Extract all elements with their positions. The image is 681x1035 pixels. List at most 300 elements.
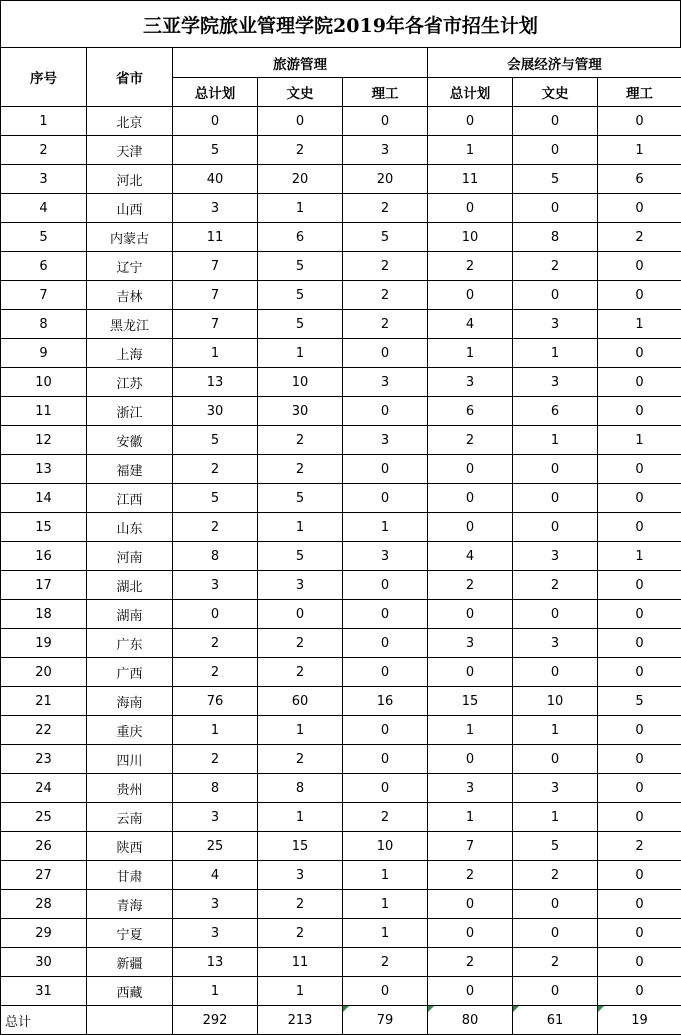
exhibition-total-cell[interactable]: 7 [428, 832, 513, 861]
exhibition-arts-cell[interactable]: 10 [513, 687, 598, 716]
exhibition-arts-cell[interactable]: 3 [513, 310, 598, 339]
table-row [1, 803, 681, 832]
province-cell[interactable]: 河北 [87, 165, 173, 194]
total-exhibition-arts-cell[interactable] [513, 1006, 598, 1035]
exhibition-total-cell[interactable]: 0 [428, 513, 513, 542]
tourism-arts-cell[interactable]: 30 [258, 397, 343, 426]
tourism-science-cell[interactable]: 0 [343, 339, 428, 368]
exhibition-total-cell[interactable]: 0 [428, 658, 513, 687]
province-cell[interactable]: 北京 [87, 107, 173, 136]
seq-cell[interactable]: 28 [1, 890, 87, 919]
province-cell[interactable]: 海南 [87, 687, 173, 716]
tourism-total-cell[interactable]: 2 [173, 455, 258, 484]
province-cell[interactable]: 上海 [87, 339, 173, 368]
table-row [1, 484, 681, 513]
exhibition-total-cell[interactable]: 3 [428, 368, 513, 397]
table-row [1, 948, 681, 977]
tourism-science-cell[interactable]: 2 [343, 252, 428, 281]
tourism-science-cell[interactable]: 1 [343, 513, 428, 542]
table-row [1, 977, 681, 1006]
exhibition-total-cell[interactable]: 6 [428, 397, 513, 426]
seq-cell[interactable]: 2 [1, 136, 87, 165]
exhibition-total-cell[interactable]: 0 [428, 194, 513, 223]
exhibition-arts-cell[interactable]: 0 [513, 513, 598, 542]
tourism-science-cell[interactable]: 0 [343, 745, 428, 774]
total-exhibition-science-cell[interactable] [598, 1006, 681, 1035]
tourism-total-cell[interactable]: 2 [173, 745, 258, 774]
table-row [1, 426, 681, 455]
exhibition-total-cell[interactable]: 15 [428, 687, 513, 716]
table-row [1, 194, 681, 223]
seq-cell[interactable]: 21 [1, 687, 87, 716]
exhibition-science-cell[interactable]: 0 [598, 484, 681, 513]
tourism-arts-cell[interactable]: 2 [258, 890, 343, 919]
province-cell[interactable]: 内蒙古 [87, 223, 173, 252]
exhibition-total-cell[interactable]: 2 [428, 426, 513, 455]
seq-cell[interactable]: 5 [1, 223, 87, 252]
table-row [1, 165, 681, 194]
exhibition-arts-cell[interactable]: 0 [513, 194, 598, 223]
tourism-science-cell[interactable]: 0 [343, 571, 428, 600]
tourism-arts-cell[interactable]: 0 [258, 600, 343, 629]
province-cell[interactable]: 广东 [87, 629, 173, 658]
seq-cell[interactable]: 15 [1, 513, 87, 542]
seq-cell[interactable]: 19 [1, 629, 87, 658]
seq-cell[interactable]: 10 [1, 368, 87, 397]
exhibition-total-cell[interactable]: 2 [428, 861, 513, 890]
exhibition-arts-cell[interactable]: 2 [513, 948, 598, 977]
tourism-total-cell[interactable]: 3 [173, 890, 258, 919]
tourism-total-cell[interactable]: 1 [173, 977, 258, 1006]
tourism-arts-cell[interactable]: 60 [258, 687, 343, 716]
exhibition-total-cell[interactable]: 2 [428, 948, 513, 977]
tourism-arts-cell[interactable]: 1 [258, 977, 343, 1006]
exhibition-science-cell[interactable]: 6 [598, 165, 681, 194]
subheader-liberal-arts[interactable]: 文史 [258, 78, 343, 107]
tourism-science-cell[interactable]: 0 [343, 774, 428, 803]
tourism-total-cell[interactable]: 7 [173, 281, 258, 310]
tourism-science-cell[interactable]: 0 [343, 600, 428, 629]
province-cell[interactable]: 山东 [87, 513, 173, 542]
formula-warning-indicator [343, 1006, 349, 1012]
exhibition-science-cell[interactable]: 0 [598, 716, 681, 745]
tourism-science-cell[interactable]: 10 [343, 832, 428, 861]
total-province-cell[interactable] [87, 1006, 173, 1035]
subheader-total-plan[interactable]: 总计划 [173, 78, 258, 107]
exhibition-arts-cell[interactable]: 2 [513, 571, 598, 600]
province-cell[interactable]: 江西 [87, 484, 173, 513]
province-cell[interactable]: 云南 [87, 803, 173, 832]
exhibition-arts-cell[interactable]: 1 [513, 339, 598, 368]
tourism-arts-cell[interactable]: 20 [258, 165, 343, 194]
tourism-total-cell[interactable]: 5 [173, 426, 258, 455]
province-cell[interactable]: 广西 [87, 658, 173, 687]
exhibition-arts-cell[interactable]: 3 [513, 368, 598, 397]
table-row [1, 310, 681, 339]
table-row [1, 542, 681, 571]
sheet-title: 三亚学院旅业管理学院2019年各省市招生计划 [0, 0, 681, 47]
exhibition-total-cell[interactable]: 1 [428, 716, 513, 745]
seq-cell[interactable]: 16 [1, 542, 87, 571]
tourism-science-cell[interactable]: 16 [343, 687, 428, 716]
exhibition-science-cell[interactable]: 0 [598, 513, 681, 542]
seq-cell[interactable]: 26 [1, 832, 87, 861]
province-cell[interactable]: 湖南 [87, 600, 173, 629]
province-cell[interactable]: 宁夏 [87, 919, 173, 948]
exhibition-total-cell[interactable]: 3 [428, 629, 513, 658]
total-exhibition-total-cell[interactable] [428, 1006, 513, 1035]
tourism-science-cell[interactable]: 3 [343, 136, 428, 165]
tourism-science-cell[interactable]: 2 [343, 194, 428, 223]
tourism-total-cell[interactable]: 13 [173, 368, 258, 397]
exhibition-total-cell[interactable]: 10 [428, 223, 513, 252]
tourism-science-cell[interactable]: 1 [343, 890, 428, 919]
province-cell[interactable]: 辽宁 [87, 252, 173, 281]
tourism-total-cell[interactable]: 8 [173, 542, 258, 571]
subheader-liberal-arts[interactable]: 文史 [513, 78, 598, 107]
exhibition-total-cell[interactable]: 0 [428, 600, 513, 629]
tourism-total-cell[interactable]: 13 [173, 948, 258, 977]
exhibition-science-cell[interactable]: 0 [598, 745, 681, 774]
exhibition-arts-cell[interactable]: 0 [513, 281, 598, 310]
table-row [1, 600, 681, 629]
formula-warning-indicator [598, 1006, 604, 1012]
formula-warning-indicator [428, 1006, 434, 1012]
seq-cell[interactable]: 12 [1, 426, 87, 455]
exhibition-science-cell[interactable]: 0 [598, 803, 681, 832]
exhibition-science-cell[interactable]: 0 [598, 455, 681, 484]
header-tourism-management[interactable]: 旅游管理 [173, 48, 428, 78]
table-row [1, 397, 681, 426]
table-row [1, 919, 681, 948]
tourism-total-cell[interactable]: 7 [173, 310, 258, 339]
tourism-arts-cell[interactable]: 6 [258, 223, 343, 252]
total-tourism-total-cell[interactable] [173, 1006, 258, 1035]
seq-cell[interactable]: 22 [1, 716, 87, 745]
seq-cell[interactable]: 4 [1, 194, 87, 223]
exhibition-science-cell[interactable]: 1 [598, 310, 681, 339]
exhibition-science-cell[interactable]: 0 [598, 252, 681, 281]
exhibition-science-cell[interactable]: 1 [598, 426, 681, 455]
tourism-science-cell[interactable]: 0 [343, 107, 428, 136]
seq-cell[interactable]: 14 [1, 484, 87, 513]
tourism-total-cell[interactable]: 1 [173, 339, 258, 368]
table-row [1, 223, 681, 252]
tourism-arts-cell[interactable]: 5 [258, 252, 343, 281]
total-value: 292 [203, 1013, 228, 1028]
seq-cell[interactable]: 6 [1, 252, 87, 281]
province-cell[interactable]: 四川 [87, 745, 173, 774]
tourism-arts-cell[interactable]: 2 [258, 745, 343, 774]
exhibition-science-cell[interactable]: 0 [598, 977, 681, 1006]
total-tourism-arts-cell[interactable] [258, 1006, 343, 1035]
seq-cell[interactable]: 8 [1, 310, 87, 339]
exhibition-total-cell[interactable]: 0 [428, 484, 513, 513]
tourism-science-cell[interactable]: 3 [343, 542, 428, 571]
province-cell[interactable]: 福建 [87, 455, 173, 484]
tourism-science-cell[interactable]: 2 [343, 310, 428, 339]
seq-cell[interactable]: 17 [1, 571, 87, 600]
tourism-science-cell[interactable]: 1 [343, 919, 428, 948]
exhibition-science-cell[interactable]: 0 [598, 571, 681, 600]
exhibition-total-cell[interactable]: 1 [428, 803, 513, 832]
subheader-total-plan[interactable]: 总计划 [428, 78, 513, 107]
tourism-arts-cell[interactable]: 0 [258, 107, 343, 136]
tourism-total-cell[interactable]: 2 [173, 629, 258, 658]
province-cell[interactable]: 江苏 [87, 368, 173, 397]
exhibition-total-cell[interactable]: 4 [428, 310, 513, 339]
province-cell[interactable]: 天津 [87, 136, 173, 165]
exhibition-arts-cell[interactable]: 0 [513, 484, 598, 513]
exhibition-arts-cell[interactable]: 6 [513, 397, 598, 426]
exhibition-arts-cell[interactable]: 0 [513, 977, 598, 1006]
seq-cell[interactable]: 25 [1, 803, 87, 832]
tourism-science-cell[interactable]: 0 [343, 397, 428, 426]
province-cell[interactable]: 浙江 [87, 397, 173, 426]
exhibition-arts-cell[interactable]: 0 [513, 658, 598, 687]
table-row [1, 252, 681, 281]
tourism-science-cell[interactable]: 0 [343, 658, 428, 687]
exhibition-total-cell[interactable]: 1 [428, 136, 513, 165]
exhibition-total-cell[interactable]: 0 [428, 890, 513, 919]
exhibition-arts-cell[interactable]: 5 [513, 165, 598, 194]
total-value: 80 [462, 1013, 479, 1028]
seq-cell[interactable]: 13 [1, 455, 87, 484]
exhibition-science-cell[interactable]: 1 [598, 136, 681, 165]
seq-cell[interactable]: 9 [1, 339, 87, 368]
exhibition-science-cell[interactable]: 0 [598, 600, 681, 629]
table-row [1, 136, 681, 165]
tourism-arts-cell[interactable]: 1 [258, 339, 343, 368]
tourism-total-cell[interactable]: 3 [173, 803, 258, 832]
tourism-total-cell[interactable]: 30 [173, 397, 258, 426]
tourism-arts-cell[interactable]: 10 [258, 368, 343, 397]
exhibition-arts-cell[interactable]: 0 [513, 107, 598, 136]
exhibition-science-cell[interactable]: 0 [598, 368, 681, 397]
tourism-arts-cell[interactable]: 2 [258, 455, 343, 484]
tourism-arts-cell[interactable]: 3 [258, 861, 343, 890]
exhibition-arts-cell[interactable]: 1 [513, 803, 598, 832]
province-cell[interactable]: 吉林 [87, 281, 173, 310]
tourism-arts-cell[interactable]: 2 [258, 919, 343, 948]
total-row [1, 1006, 681, 1035]
subheader-science[interactable]: 理工 [343, 78, 428, 107]
table-row [1, 745, 681, 774]
tourism-arts-cell[interactable]: 1 [258, 803, 343, 832]
province-cell[interactable]: 湖北 [87, 571, 173, 600]
exhibition-science-cell[interactable]: 2 [598, 832, 681, 861]
tourism-arts-cell[interactable]: 5 [258, 310, 343, 339]
tourism-total-cell[interactable]: 2 [173, 513, 258, 542]
tourism-science-cell[interactable]: 20 [343, 165, 428, 194]
seq-cell[interactable]: 7 [1, 281, 87, 310]
exhibition-science-cell[interactable]: 0 [598, 890, 681, 919]
exhibition-total-cell[interactable]: 0 [428, 281, 513, 310]
exhibition-science-cell[interactable]: 0 [598, 107, 681, 136]
tourism-total-cell[interactable]: 3 [173, 571, 258, 600]
tourism-arts-cell[interactable]: 2 [258, 426, 343, 455]
province-cell[interactable]: 山西 [87, 194, 173, 223]
exhibition-arts-cell[interactable]: 8 [513, 223, 598, 252]
province-cell[interactable]: 陕西 [87, 832, 173, 861]
exhibition-arts-cell[interactable]: 2 [513, 861, 598, 890]
tourism-arts-cell[interactable]: 5 [258, 281, 343, 310]
exhibition-total-cell[interactable]: 0 [428, 745, 513, 774]
exhibition-arts-cell[interactable]: 0 [513, 890, 598, 919]
total-label-cell[interactable]: 总计 [1, 1006, 87, 1035]
tourism-total-cell[interactable]: 2 [173, 658, 258, 687]
exhibition-arts-cell[interactable]: 0 [513, 600, 598, 629]
tourism-arts-cell[interactable]: 5 [258, 484, 343, 513]
tourism-total-cell[interactable]: 1 [173, 716, 258, 745]
exhibition-total-cell[interactable]: 0 [428, 919, 513, 948]
tourism-science-cell[interactable]: 2 [343, 281, 428, 310]
tourism-science-cell[interactable]: 5 [343, 223, 428, 252]
header-province[interactable]: 省市 [87, 48, 173, 107]
exhibition-science-cell[interactable]: 0 [598, 397, 681, 426]
province-cell[interactable]: 重庆 [87, 716, 173, 745]
seq-cell[interactable]: 3 [1, 165, 87, 194]
exhibition-arts-cell[interactable]: 0 [513, 919, 598, 948]
tourism-arts-cell[interactable]: 1 [258, 716, 343, 745]
seq-cell[interactable]: 1 [1, 107, 87, 136]
tourism-science-cell[interactable]: 0 [343, 716, 428, 745]
tourism-science-cell[interactable]: 1 [343, 861, 428, 890]
seq-cell[interactable]: 30 [1, 948, 87, 977]
province-cell[interactable]: 甘肃 [87, 861, 173, 890]
exhibition-arts-cell[interactable]: 3 [513, 542, 598, 571]
total-value: 61 [547, 1013, 564, 1028]
tourism-science-cell[interactable]: 0 [343, 629, 428, 658]
exhibition-science-cell[interactable]: 0 [598, 339, 681, 368]
tourism-total-cell[interactable]: 5 [173, 484, 258, 513]
exhibition-total-cell[interactable]: 1 [428, 339, 513, 368]
tourism-arts-cell[interactable]: 8 [258, 774, 343, 803]
tourism-arts-cell[interactable]: 15 [258, 832, 343, 861]
table-row [1, 455, 681, 484]
tourism-total-cell[interactable]: 0 [173, 107, 258, 136]
header-exhibition-economics[interactable]: 会展经济与管理 [428, 48, 681, 78]
tourism-science-cell[interactable]: 0 [343, 484, 428, 513]
exhibition-arts-cell[interactable]: 3 [513, 774, 598, 803]
exhibition-science-cell[interactable]: 0 [598, 919, 681, 948]
province-cell[interactable]: 西藏 [87, 977, 173, 1006]
seq-cell[interactable]: 31 [1, 977, 87, 1006]
table-row [1, 571, 681, 600]
table-row [1, 890, 681, 919]
tourism-total-cell[interactable]: 8 [173, 774, 258, 803]
tourism-arts-cell[interactable]: 1 [258, 513, 343, 542]
exhibition-arts-cell[interactable]: 1 [513, 426, 598, 455]
tourism-science-cell[interactable]: 0 [343, 977, 428, 1006]
exhibition-arts-cell[interactable]: 0 [513, 745, 598, 774]
seq-cell[interactable]: 27 [1, 861, 87, 890]
tourism-science-cell[interactable]: 2 [343, 948, 428, 977]
tourism-arts-cell[interactable]: 2 [258, 136, 343, 165]
exhibition-science-cell[interactable]: 0 [598, 629, 681, 658]
tourism-total-cell[interactable]: 3 [173, 919, 258, 948]
exhibition-arts-cell[interactable]: 0 [513, 136, 598, 165]
exhibition-science-cell[interactable]: 5 [598, 687, 681, 716]
exhibition-total-cell[interactable]: 0 [428, 107, 513, 136]
province-cell[interactable]: 黑龙江 [87, 310, 173, 339]
exhibition-total-cell[interactable]: 11 [428, 165, 513, 194]
tourism-total-cell[interactable]: 0 [173, 600, 258, 629]
tourism-arts-cell[interactable]: 1 [258, 194, 343, 223]
exhibition-total-cell[interactable]: 0 [428, 455, 513, 484]
tourism-arts-cell[interactable]: 5 [258, 542, 343, 571]
tourism-total-cell[interactable]: 3 [173, 194, 258, 223]
exhibition-total-cell[interactable]: 4 [428, 542, 513, 571]
province-cell[interactable]: 贵州 [87, 774, 173, 803]
exhibition-science-cell[interactable]: 0 [598, 658, 681, 687]
enrollment-table [0, 47, 681, 1035]
exhibition-arts-cell[interactable]: 2 [513, 252, 598, 281]
tourism-science-cell[interactable]: 2 [343, 803, 428, 832]
province-cell[interactable]: 安徽 [87, 426, 173, 455]
tourism-total-cell[interactable]: 7 [173, 252, 258, 281]
exhibition-total-cell[interactable]: 0 [428, 977, 513, 1006]
tourism-arts-cell[interactable]: 2 [258, 629, 343, 658]
tourism-arts-cell[interactable]: 11 [258, 948, 343, 977]
tourism-total-cell[interactable]: 4 [173, 861, 258, 890]
exhibition-total-cell[interactable]: 2 [428, 252, 513, 281]
province-cell[interactable]: 新疆 [87, 948, 173, 977]
table-row [1, 368, 681, 397]
total-value: 79 [377, 1013, 394, 1028]
exhibition-science-cell[interactable]: 1 [598, 542, 681, 571]
tourism-arts-cell[interactable]: 2 [258, 658, 343, 687]
table-row [1, 774, 681, 803]
tourism-total-cell[interactable]: 40 [173, 165, 258, 194]
subheader-science[interactable]: 理工 [598, 78, 681, 107]
tourism-total-cell[interactable]: 25 [173, 832, 258, 861]
exhibition-science-cell[interactable]: 0 [598, 948, 681, 977]
exhibition-science-cell[interactable]: 0 [598, 281, 681, 310]
seq-cell[interactable]: 24 [1, 774, 87, 803]
seq-cell[interactable]: 20 [1, 658, 87, 687]
tourism-total-cell[interactable]: 76 [173, 687, 258, 716]
table-row [1, 687, 681, 716]
exhibition-total-cell[interactable]: 2 [428, 571, 513, 600]
tourism-total-cell[interactable]: 11 [173, 223, 258, 252]
exhibition-arts-cell[interactable]: 1 [513, 716, 598, 745]
exhibition-arts-cell[interactable]: 3 [513, 629, 598, 658]
tourism-science-cell[interactable]: 3 [343, 368, 428, 397]
tourism-total-cell[interactable]: 5 [173, 136, 258, 165]
table-row [1, 281, 681, 310]
exhibition-total-cell[interactable]: 3 [428, 774, 513, 803]
table-row [1, 339, 681, 368]
province-cell[interactable]: 青海 [87, 890, 173, 919]
tourism-science-cell[interactable]: 0 [343, 455, 428, 484]
seq-cell[interactable]: 23 [1, 745, 87, 774]
total-tourism-science-cell[interactable] [343, 1006, 428, 1035]
seq-cell[interactable]: 11 [1, 397, 87, 426]
exhibition-science-cell[interactable]: 0 [598, 861, 681, 890]
exhibition-science-cell[interactable]: 0 [598, 194, 681, 223]
exhibition-science-cell[interactable]: 0 [598, 774, 681, 803]
province-cell[interactable]: 河南 [87, 542, 173, 571]
exhibition-science-cell[interactable]: 2 [598, 223, 681, 252]
seq-cell[interactable]: 18 [1, 600, 87, 629]
tourism-science-cell[interactable]: 3 [343, 426, 428, 455]
exhibition-arts-cell[interactable]: 0 [513, 455, 598, 484]
exhibition-arts-cell[interactable]: 5 [513, 832, 598, 861]
header-seq[interactable]: 序号 [1, 48, 87, 107]
seq-cell[interactable]: 29 [1, 919, 87, 948]
tourism-arts-cell[interactable]: 3 [258, 571, 343, 600]
